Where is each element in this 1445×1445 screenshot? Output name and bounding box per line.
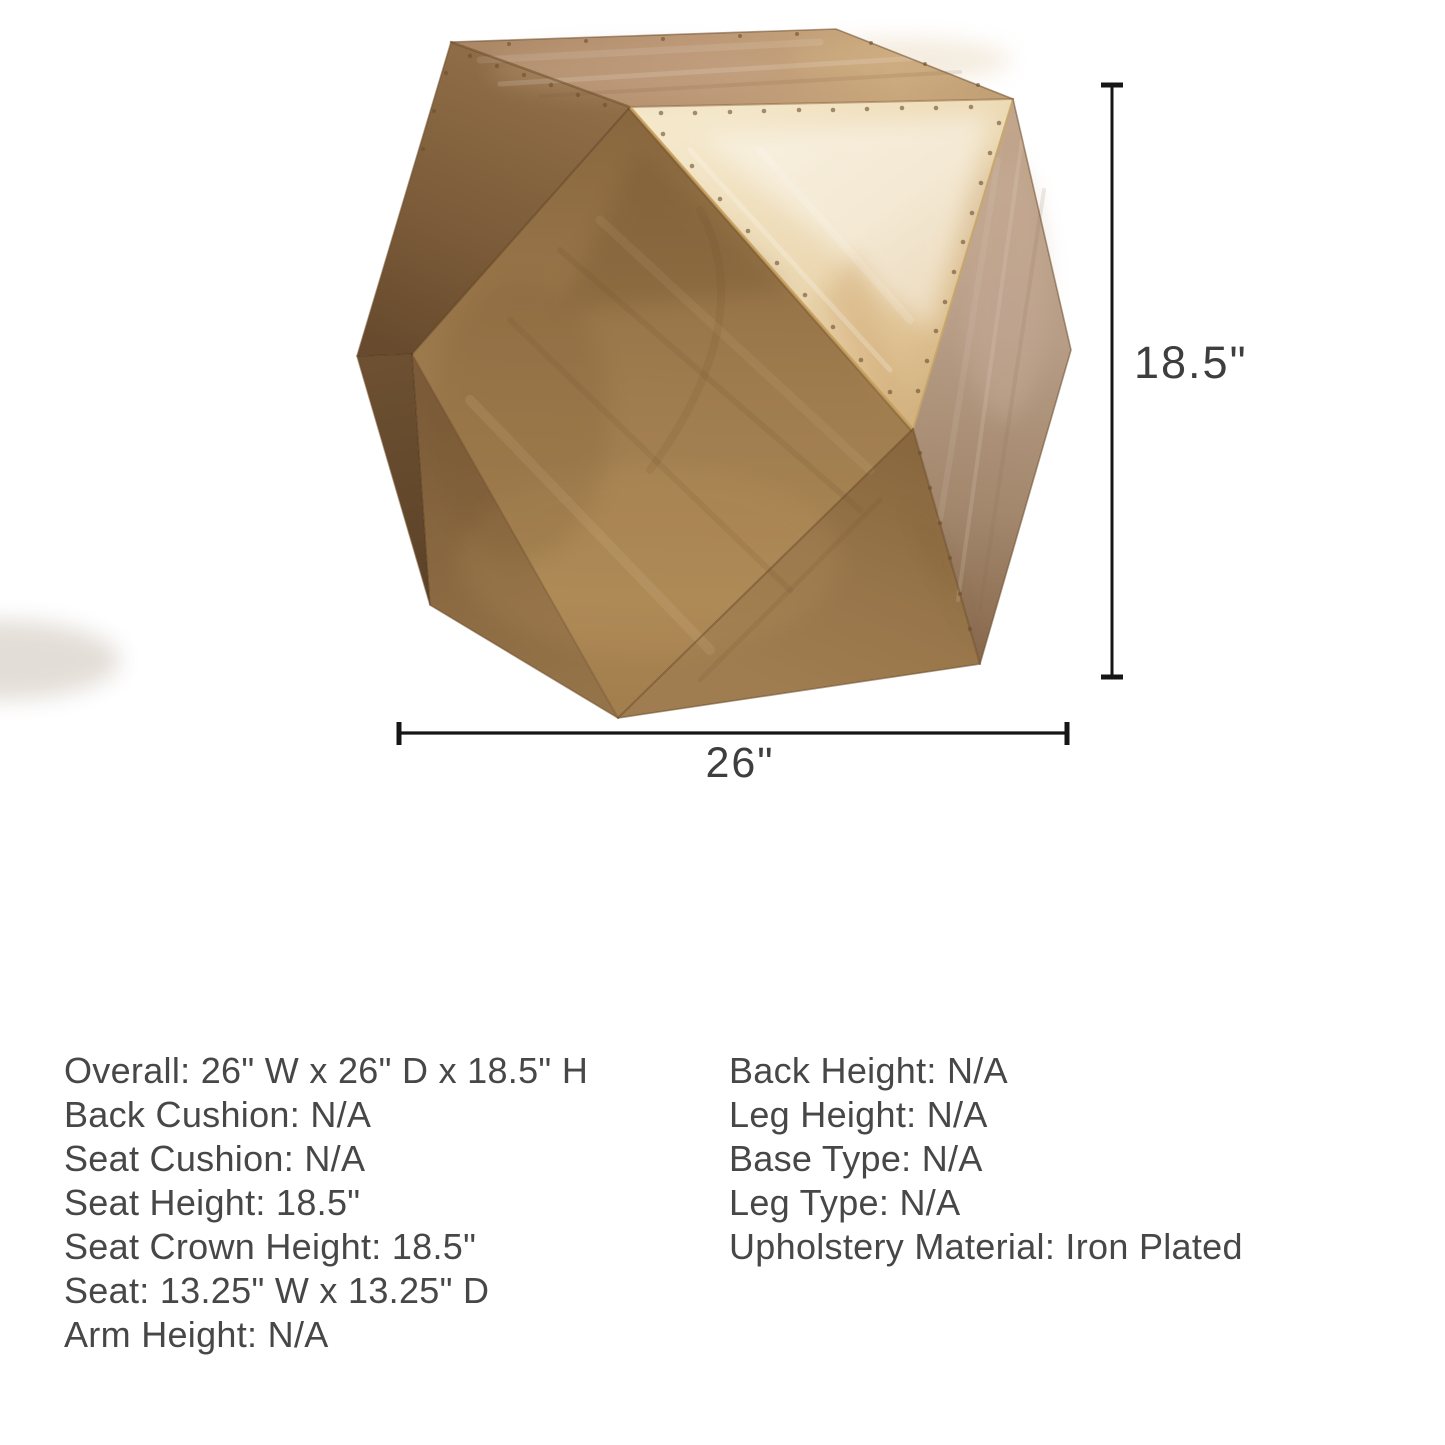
spec-column-right <box>729 1049 1243 1269</box>
spec-column-left <box>64 1049 588 1357</box>
spec-line-seat-crown-height: Seat Crown Height: 18.5" <box>64 1226 477 1267</box>
spec-line-back-cushion: Back Cushion: N/A <box>64 1094 372 1135</box>
spec-line-seat-size: Seat: 13.25" W x 13.25" D <box>64 1270 490 1311</box>
height-dimension-label: 18.5" <box>1134 337 1248 388</box>
spec-line-seat-cushion: Seat Cushion: N/A <box>64 1138 366 1179</box>
spec-line-leg-height: Leg Height: N/A <box>729 1094 988 1135</box>
spec-line-leg-type: Leg Type: N/A <box>729 1182 961 1223</box>
spec-line-base-type: Base Type: N/A <box>729 1138 983 1179</box>
spec-line-back-height: Back Height: N/A <box>729 1050 1008 1091</box>
height-dimension-line <box>1101 85 1123 677</box>
width-dimension-label: 26" <box>705 739 775 787</box>
spec-line-arm-height: Arm Height: N/A <box>64 1314 329 1355</box>
spec-line-overall: Overall: 26" W x 26" D x 18.5" H <box>64 1050 589 1091</box>
spec-line-seat-height: Seat Height: 18.5" <box>64 1182 361 1223</box>
spec-line-upholstery-material: Upholstery Material: Iron Plated <box>729 1226 1243 1267</box>
